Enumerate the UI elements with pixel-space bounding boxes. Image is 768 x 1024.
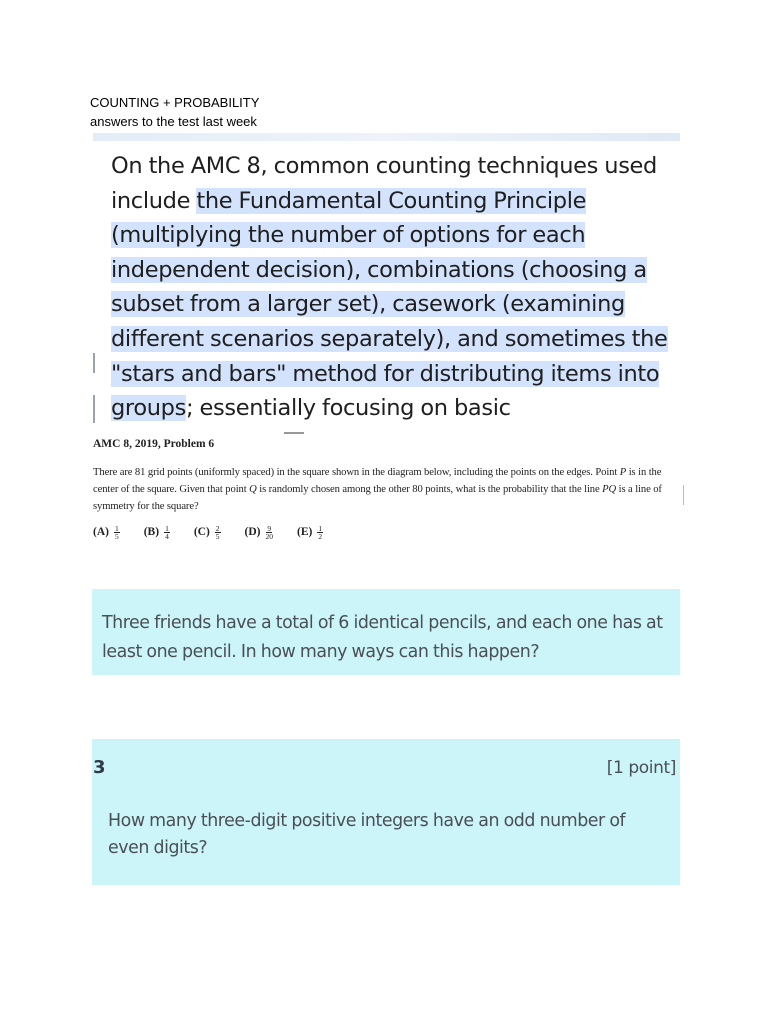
amc-right-mark <box>683 485 684 505</box>
variable-q: Q <box>249 484 257 495</box>
amc-problem-body <box>93 464 688 515</box>
snippet-left-mark <box>93 353 95 373</box>
answer-choice-b: (B) $\frac{1}{4}$ <box>143 524 169 541</box>
question-number: 3 <box>93 757 106 778</box>
answer-choice-c: (C) $\frac{2}{5}$ <box>193 524 220 541</box>
amc-body-text: is a line of symmetry for the square? <box>93 484 662 512</box>
question-text: Three friends have a total of 6 identical pencils, and each one has at least one pencil. In how many ways can this happen? <box>102 613 663 662</box>
snippet-text <box>111 149 677 426</box>
question-card-3 <box>92 739 680 885</box>
search-snippet-image <box>93 133 680 433</box>
question-text: How many three-digit positive integers have an odd number of even digits? <box>108 811 626 858</box>
variable-pq: PQ <box>602 484 617 495</box>
amc-problem <box>93 436 688 540</box>
document-header <box>90 93 259 131</box>
variable-p: P <box>619 467 627 478</box>
snippet-tail: ; essentially focusing on basic <box>185 395 511 422</box>
question-card-pencils <box>92 589 680 675</box>
snippet-left-mark <box>93 395 95 423</box>
amc-body-text: is in the center of the square. Given that point <box>93 467 662 495</box>
document-title: COUNTING + PROBABILITY <box>90 95 260 110</box>
amc-body-text: is randomly chosen among the other 80 points, what is the probability that the line <box>256 484 603 495</box>
document-subtitle: answers to the test last week <box>90 114 257 129</box>
snippet-highlight: the Fundamental Counting Principle (multiplying the number of options for each independent decision), combinations (choosing a subset from a larger set), casework (examining different scenarios separately), and sometimes the "stars and bars" method for distributing items into groups <box>111 187 668 422</box>
amc-body-text: There are 81 grid points (uniformly spaced) in the square shown in the diagram below, including the points on the edges. Point <box>93 467 620 478</box>
amc-problem-title: AMC 8, 2019, Problem 6 <box>93 438 215 450</box>
snippet-top-strip <box>93 133 680 141</box>
answer-choices <box>93 525 688 540</box>
question-points: [1 point] <box>606 758 676 778</box>
snippet-intro: On the AMC 8, common counting techniques used include <box>111 153 657 214</box>
answer-choice-e: (E) $\frac{1}{2}$ <box>297 524 323 541</box>
answer-choice-a: (A) $\frac{1}{5}$ <box>93 524 119 541</box>
answer-choice-d: (D) $\frac{9}{20}$ <box>244 524 273 541</box>
snippet-divider <box>284 432 304 434</box>
